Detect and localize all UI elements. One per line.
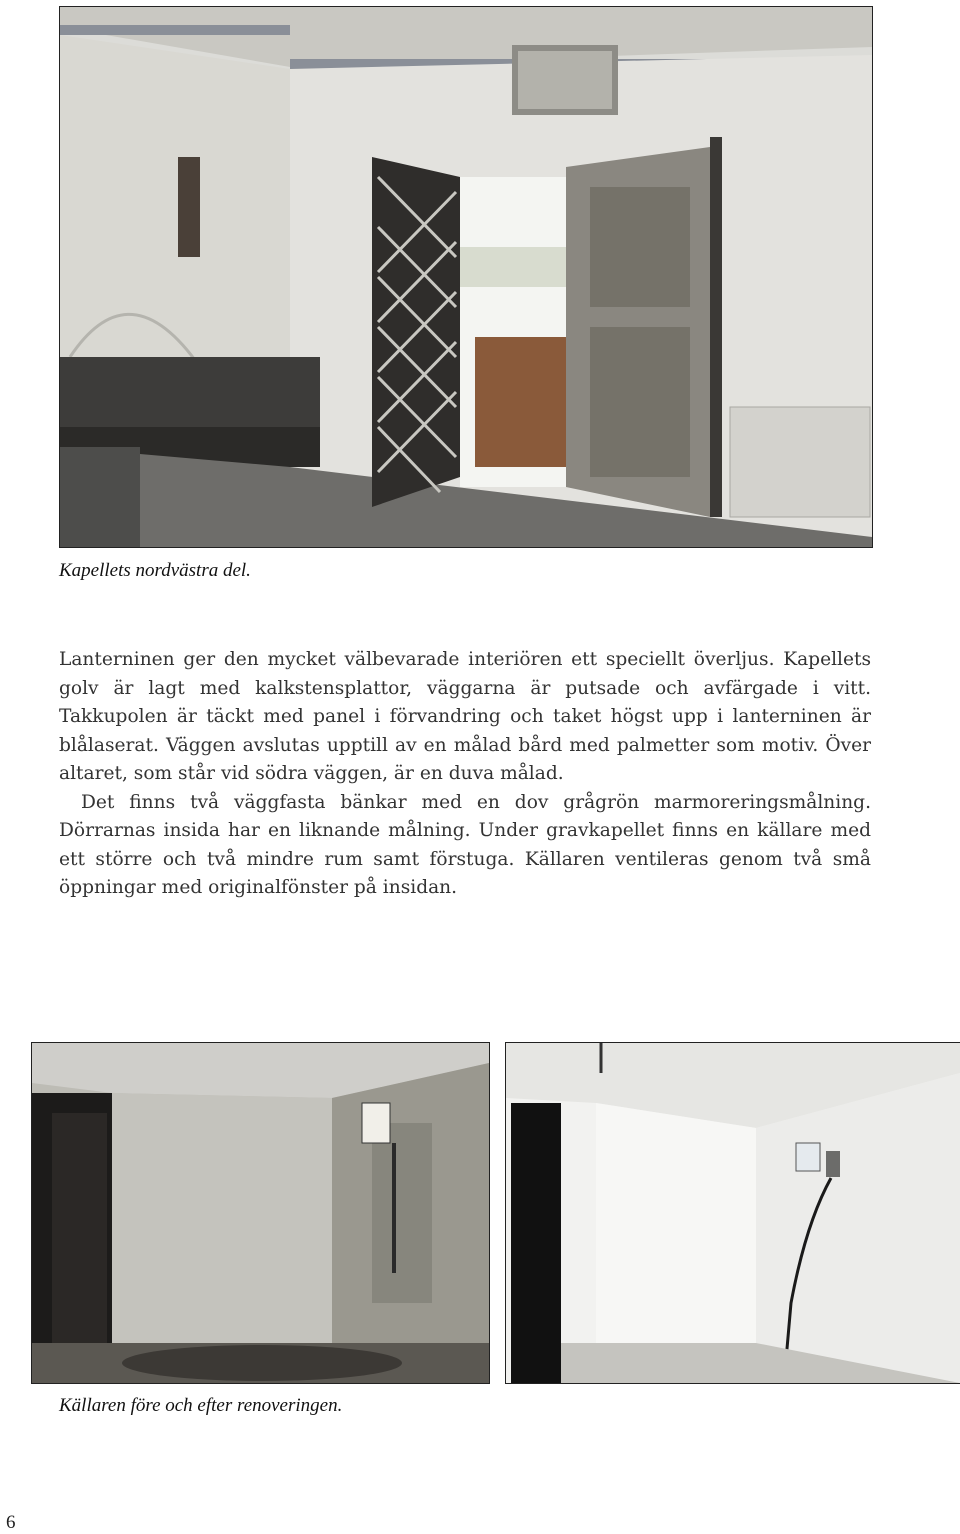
cellar-after-photo: [505, 1042, 960, 1384]
page-number: 6: [6, 1512, 16, 1533]
paragraph-2: Det finns två väggfasta bänkar med en dov grågrön marmoreringsmålning. Dörrarnas insida har en liknande målning. Under gravkapellet finns en källare med ett större och två mindre rum samt förstuga. Källaren ventileras genom två små öppningar med originalfönster på insidan.: [59, 791, 871, 898]
chapel-interior-photo: [59, 6, 873, 548]
paragraph-1: Lanterninen ger den mycket välbevarade interiören ett speciellt överljus. Kapellets golv är lagt med kalkstensplattor, väggarna är putsade och avfärgade i vitt. Takkupolen är täckt med panel i förvandring och taket högst upp i lanterninen är blålaserat. Väggen avslutas upptill av en målad bård med palmetter som motiv. Över altaret, som står vid södra väggen, är en duva målad.: [59, 649, 871, 784]
top-photo-caption: Kapellets nordvästra del.: [59, 560, 251, 581]
bottom-photo-caption: Källaren före och efter renoveringen.: [59, 1395, 343, 1416]
cellar-before-photo: [31, 1042, 490, 1384]
body-text: [59, 646, 871, 903]
